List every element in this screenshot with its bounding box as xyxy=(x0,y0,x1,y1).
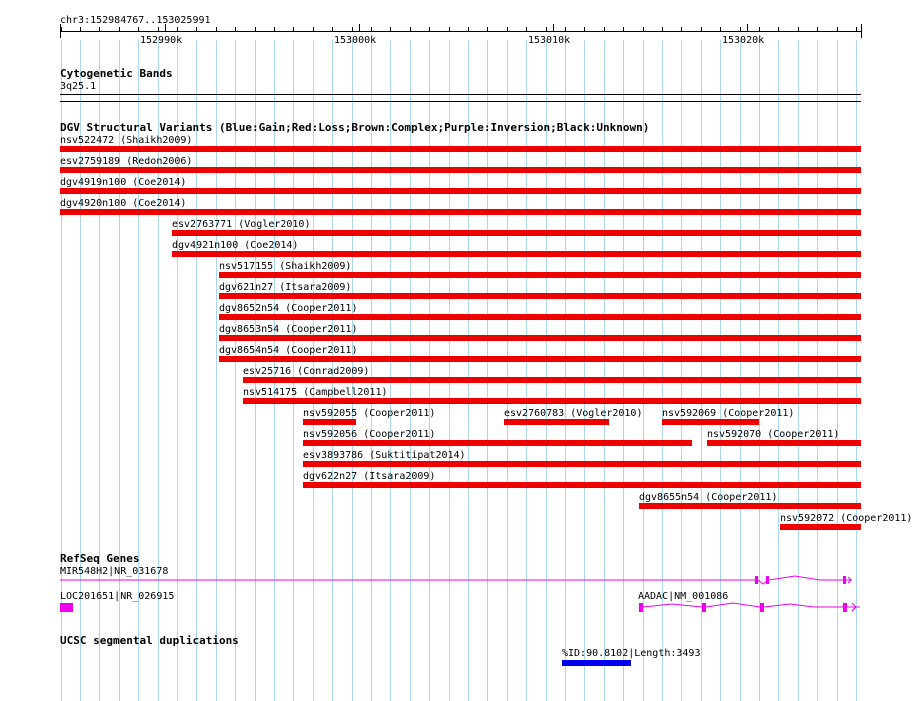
variant-label[interactable]: esv2759189 (Redon2006) xyxy=(60,156,193,167)
gene-intron-line xyxy=(706,603,760,607)
variant-bar[interactable] xyxy=(60,146,861,152)
variant-bar[interactable] xyxy=(243,377,861,383)
ruler-axis xyxy=(60,31,861,32)
variant-bar[interactable] xyxy=(780,524,861,530)
variant-bar[interactable] xyxy=(707,440,861,446)
gene-exon xyxy=(760,603,764,612)
variant-bar[interactable] xyxy=(172,230,861,236)
variant-bar[interactable] xyxy=(219,356,861,362)
variant-label[interactable]: esv3893786 (Suktitipat2014) xyxy=(303,450,466,461)
variant-bar[interactable] xyxy=(662,419,759,425)
variant-bar[interactable] xyxy=(219,293,861,299)
variant-bar[interactable] xyxy=(504,419,609,425)
gene-label[interactable]: MIR548H2|NR_031678 xyxy=(60,566,169,577)
variant-bar[interactable] xyxy=(60,167,861,173)
segdup-bar[interactable] xyxy=(562,660,631,666)
variant-label[interactable]: dgv4920n100 (Coe2014) xyxy=(60,198,187,209)
variant-label[interactable]: dgv4919n100 (Coe2014) xyxy=(60,177,187,188)
variant-label[interactable]: nsv514175 (Campbell2011) xyxy=(243,387,388,398)
variant-label[interactable]: esv25716 (Conrad2009) xyxy=(243,366,370,377)
variant-label[interactable]: dgv4921n100 (Coe2014) xyxy=(172,240,299,251)
variant-label[interactable]: dgv8655n54 (Cooper2011) xyxy=(639,492,778,503)
variant-bar[interactable] xyxy=(219,335,861,341)
variant-bar[interactable] xyxy=(60,209,861,215)
variant-bar[interactable] xyxy=(303,419,356,425)
dgv-track-title[interactable]: DGV Structural Variants (Blue:Gain;Red:Loss;Brown:Complex;Purple:Inversion;Black:Unknown) xyxy=(60,121,650,134)
gene-exon xyxy=(702,603,706,612)
variant-bar[interactable] xyxy=(60,188,861,194)
gene-exon xyxy=(755,576,758,584)
gene-label[interactable]: LOC201651|NR_026915 xyxy=(60,591,175,602)
cytoband-track-title[interactable]: Cytogenetic Bands xyxy=(60,67,173,80)
variant-label[interactable]: dgv622n27 (Itsara2009) xyxy=(303,471,436,482)
ruler-tick-label: 153020k xyxy=(722,35,765,46)
variant-label[interactable]: nsv522472 (Shaikh2009) xyxy=(60,135,193,146)
variant-bar[interactable] xyxy=(303,440,692,446)
variant-label[interactable]: dgv621n27 (Itsara2009) xyxy=(219,282,352,293)
gene-intron-line xyxy=(769,576,843,580)
variant-label[interactable]: nsv592070 (Cooper2011) xyxy=(707,429,840,440)
refseq-track-title[interactable]: RefSeq Genes xyxy=(60,552,140,565)
ruler-tick-label: 152990k xyxy=(140,35,183,46)
variant-label[interactable]: dgv8652n54 (Cooper2011) xyxy=(219,303,358,314)
strand-arrow xyxy=(847,603,860,611)
variant-bar[interactable] xyxy=(219,314,861,320)
gene-label[interactable]: AADAC|NM_001086 xyxy=(638,591,729,602)
ruler-range-label: chr3:152984767..153025991 xyxy=(60,15,211,26)
cytoband-label[interactable]: 3q25.1 xyxy=(60,81,97,92)
variant-label[interactable]: nsv592055 (Cooper2011) xyxy=(303,408,436,419)
segdup-track-title[interactable]: UCSC segmental duplications xyxy=(60,634,239,647)
cytoband-line xyxy=(60,101,861,102)
variant-bar[interactable] xyxy=(172,251,861,257)
variant-bar[interactable] xyxy=(303,461,861,467)
gene-intron-line xyxy=(643,604,702,607)
variant-label[interactable]: nsv517155 (Shaikh2009) xyxy=(219,261,352,272)
gene-exon xyxy=(639,603,643,612)
variant-bar[interactable] xyxy=(303,482,861,488)
gene-exon xyxy=(843,603,847,612)
variant-bar[interactable] xyxy=(243,398,861,404)
variant-label[interactable]: dgv8653n54 (Cooper2011) xyxy=(219,324,358,335)
variant-label[interactable]: dgv8654n54 (Cooper2011) xyxy=(219,345,358,356)
gene-exon xyxy=(60,603,73,612)
segdup-label[interactable]: %ID:90.8102|Length:3493 xyxy=(562,648,701,659)
variant-label[interactable]: esv2760783 (Vogler2010) xyxy=(504,408,643,419)
variant-label[interactable]: nsv592069 (Cooper2011) xyxy=(662,408,795,419)
refseq-gene-models[interactable] xyxy=(0,570,890,620)
gene-intron-line xyxy=(764,604,843,607)
strand-arrow xyxy=(846,577,852,583)
ruler-tick-label: 153010k xyxy=(528,35,571,46)
ruler-tick-label: 153000k xyxy=(334,35,377,46)
variant-bar[interactable] xyxy=(639,503,861,509)
variant-label[interactable]: nsv592056 (Cooper2011) xyxy=(303,429,436,440)
gene-exon xyxy=(766,576,769,584)
variant-bar[interactable] xyxy=(219,272,861,278)
gene-exon xyxy=(843,576,846,584)
variant-label[interactable]: nsv592072 (Cooper2011) xyxy=(780,513,912,524)
cytoband-line xyxy=(60,94,861,95)
variant-label[interactable]: esv2763771 (Vogler2010) xyxy=(172,219,311,230)
